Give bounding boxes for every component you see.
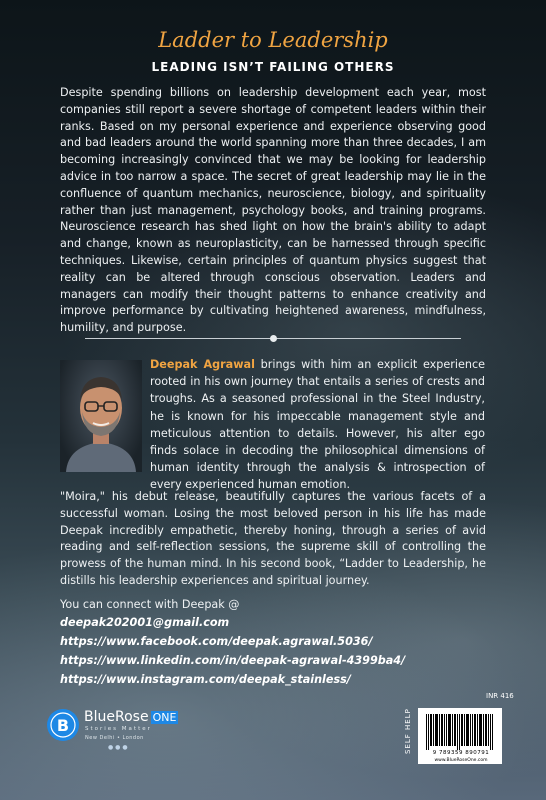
instagram-link[interactable]: https://www.instagram.com/deepak_stainless/ bbox=[60, 673, 351, 686]
bluerose-icon bbox=[46, 708, 80, 742]
author-name: Deepak Agrawal bbox=[150, 358, 255, 371]
publisher-tagline: Stories Matter bbox=[85, 726, 152, 732]
genre-label: SELF HELP bbox=[404, 708, 412, 754]
publisher-name-one: ONE bbox=[152, 711, 177, 724]
instagram-icon: ● bbox=[122, 744, 128, 751]
email-link[interactable]: deepak202001@gmail.com bbox=[60, 616, 230, 629]
book-title: Ladder to Leadership bbox=[158, 28, 388, 52]
divider-ornament bbox=[270, 335, 277, 342]
publisher-name-main: BlueRose bbox=[84, 709, 149, 725]
barcode-icon bbox=[418, 712, 502, 752]
isbn-barcode bbox=[418, 708, 502, 764]
facebook-icon: ● bbox=[108, 744, 114, 751]
twitter-icon: ● bbox=[115, 744, 121, 751]
author-photo bbox=[60, 360, 142, 472]
publisher-locations: New Delhi • London bbox=[85, 735, 144, 741]
contact-intro: You can connect with Deepak @ bbox=[60, 598, 240, 611]
book-blurb: Despite spending billions on leadership development each year, most companies still report a severe shortage of competent leaders within their ranks. Based on my personal experience and experience observing good and bad leaders around the world spanning more than three decades, I am becoming increasingly convinced that we may be looking for leadership advice in too narrow a space. The secret of great leadership may lie in the confluence of quantum mechanics, neuroscience, biology, and spirituality rather than just management, psychology books, and training programs. Neuroscience research has shed light on how the brain's ability to adapt and change, known as neuroplasticity, can be harnessed through specific techniques. Likewise, certain principles of quantum physics suggest that reality can be altered through conscious observation. Leaders and managers can modify their thought patterns to enhance creativity and improve performance by cultivating heightened awareness, mindfulness, humility, and purpose. bbox=[60, 86, 486, 335]
svg-text:B: B bbox=[56, 716, 70, 735]
price-label: INR 416 bbox=[486, 692, 514, 700]
author-bio bbox=[150, 356, 485, 494]
social-icons bbox=[108, 744, 128, 751]
author-bio-text: brings with him an explicit experience rooted in his own journey that entails a series of crests and troughs. As a seasoned professional in the Steel Industry, he is known for his impeccable management style and meticulous attention to details. However, his alter ego finds solace in decoding the philosophical dimensions of human identity through the analysis & introspection of every experienced human emotion. bbox=[150, 358, 485, 492]
book-subtitle: LEADING ISN’T FAILING OTHERS bbox=[151, 60, 395, 74]
publisher-logo bbox=[46, 706, 186, 756]
isbn-number: 9 789359 890791 bbox=[432, 750, 490, 756]
publisher-name bbox=[84, 709, 178, 725]
linkedin-link[interactable]: https://www.linkedin.com/in/deepak-agrawal-4399ba4/ bbox=[60, 654, 406, 667]
publisher-website: www.BlueRoseOne.com bbox=[434, 758, 488, 763]
author-books-paragraph: "Moira," his debut release, beautifully captures the various facets of a successful woman. Losing the most beloved person in his life has made Deepak incredibly empathetic, thereby honing, through a series of avid reading and self-reflection sessions, the supreme skill of controlling the prowess of the human mind. In his second book, “Ladder to Leadership, he distills his leadership experiences and spiritual journey. bbox=[60, 490, 486, 587]
facebook-link[interactable]: https://www.facebook.com/deepak.agrawal.5036/ bbox=[60, 635, 373, 648]
